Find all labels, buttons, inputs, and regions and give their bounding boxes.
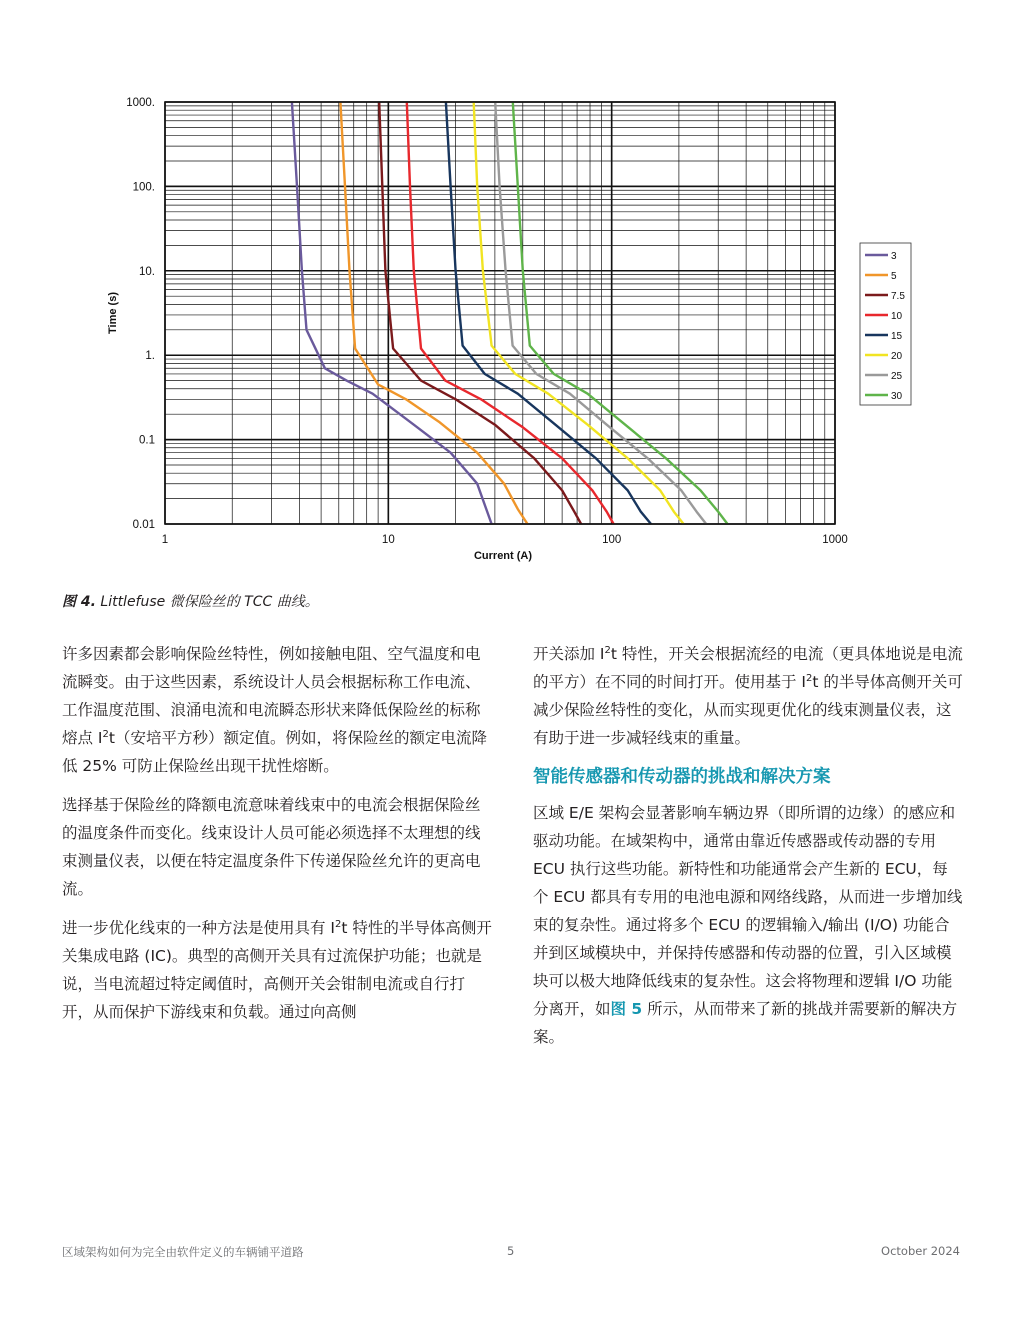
paragraph-derating: 选择基于保险丝的降额电流意味着线束中的电流会根据保险丝的温度条件而变化。线束设计人员可能必须选择不太理想的线束测量仪表，以便在特定温度条件下传递保险丝允许的更高电流。 xyxy=(62,796,481,898)
y-tick-label: 0.1 xyxy=(139,434,155,447)
y-axis-label: Time (s) xyxy=(107,292,119,334)
legend-label: 10 xyxy=(891,311,903,322)
legend-label: 3 xyxy=(891,251,897,262)
y-tick-label: 1. xyxy=(145,350,155,363)
x-tick-label: 1000 xyxy=(822,534,848,546)
right-column xyxy=(533,640,963,1062)
section-heading: 智能传感器和传动器的挑战和解决方案 xyxy=(533,767,831,787)
left-column xyxy=(62,640,492,1037)
figure-caption-text: Littlefuse 微保险丝的 TCC 曲线。 xyxy=(95,594,319,610)
figure-5-link[interactable]: 图 5 xyxy=(610,1000,643,1018)
paragraph-high-side-switch: 进一步优化线束的一种方法是使用具有 $I^2t$ 特性的半导体高侧开关集成电路 (IC)。典型的高侧开关具有过流保护功能；也就是说，当电流超过特定阈值时，高侧开关会钳制电流或自行打开，从而保护下游线束和负载。通过向高侧 xyxy=(62,918,492,1021)
legend-label: 30 xyxy=(891,391,903,402)
footer-title: 区域架构如何为完全由软件定义的车辆铺平道路 xyxy=(62,1245,304,1259)
series-30-line xyxy=(513,102,728,524)
y-tick-label: 10. xyxy=(139,265,155,278)
footer-date: October 2024 xyxy=(881,1244,960,1258)
x-tick-label: 100 xyxy=(602,534,622,546)
x-tick-label: 10 xyxy=(381,534,395,546)
tcc-chart xyxy=(0,0,1020,580)
paragraph-zonal-architecture: 区域 E/E 架构会显著影响车辆边界（即所谓的边缘）的感应和驱动功能。在域架构中，通常由靠近传感器或传动器的专用 ECU 执行这些功能。新特性和功能通常会产生新的 ECU，每个 ECU 都具有专用的电池电源和网络线路，从而进一步增加线束的复杂性。通过将多个 ECU 的逻辑输入/输出 (I/O) 功能合并到区域模块中，并保持传感器和传动器的位置，引入区域模块可以极大地降低线束的复杂性。这会将物理和逻辑 I/O 功能分离开，如图 5 所示，从而带来了新的挑战并需要新的解决方案。 xyxy=(533,804,963,1046)
series-3-line xyxy=(292,102,492,524)
legend-label: 7.5 xyxy=(891,291,905,302)
legend-label: 20 xyxy=(891,351,903,362)
series-20-line xyxy=(474,102,684,524)
x-tick-label: 1 xyxy=(161,534,169,546)
legend-label: 15 xyxy=(891,331,903,342)
x-axis-label: Current (A) xyxy=(473,550,533,562)
figure-label: 图 4. xyxy=(62,594,96,610)
y-tick-label: 1000. xyxy=(126,97,155,109)
legend-label: 25 xyxy=(891,371,903,382)
figure-caption xyxy=(62,591,319,611)
y-tick-label: 100. xyxy=(132,181,155,194)
page-number: 5 xyxy=(507,1244,515,1258)
y-tick-label: 0.01 xyxy=(132,519,155,531)
paragraph-i2t-switch: 开关添加 $I^2t$ 特性，开关会根据流经的电流（更具体地说是电流的平方）在不同的时间打开。使用基于 $I^2t$ 的半导体高侧开关可减少保险丝特性的变化，从而实现更优化的线束测量仪表，这有助于进一步减轻线束的重量。 xyxy=(533,644,963,747)
paragraph-fuse-factors: 许多因素都会影响保险丝特性，例如接触电阻、空气温度和电流瞬变。由于这些因素，系统设计人员会根据标称工作电流、工作温度范围、浪涌电流和电流瞬态形状来降低保险丝的标称熔点 $I^2t$（安培平方秒）额定值。例如，将保险丝的额定电流降低 25% 可防止保险丝出现干扰性熔断。 xyxy=(62,645,487,775)
legend xyxy=(860,243,911,405)
plot-frame xyxy=(165,102,835,524)
legend-label: 5 xyxy=(891,271,897,282)
